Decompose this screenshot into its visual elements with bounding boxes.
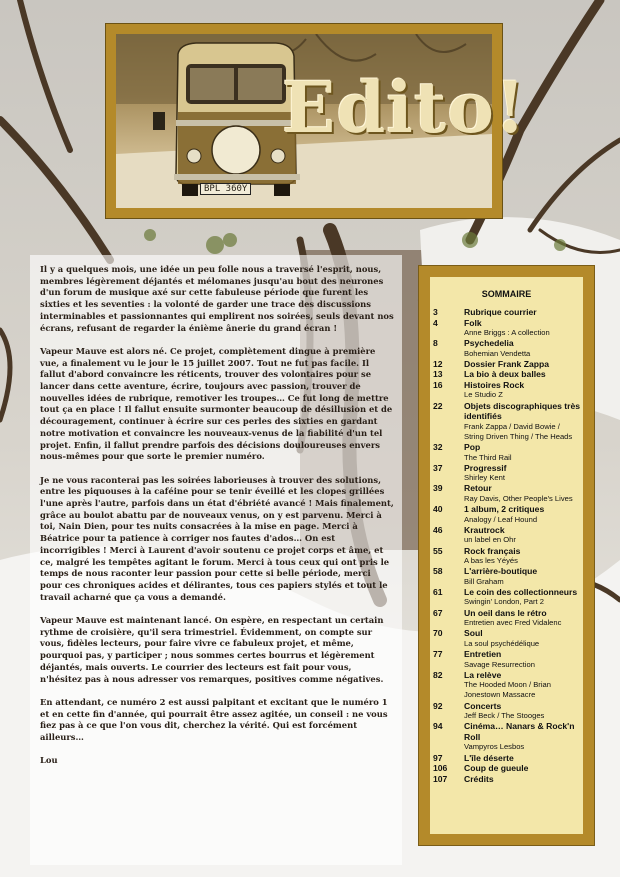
editorial-paragraph: Il y a quelques mois, une idée un peu folle nous a traversé l'esprit, nous, membres légèrement déjantés et mélomanes jusqu'au bout des neurones d'un forum de musique axé sur cette fabuleuse période que furent les sixties et les seventies : la volonté de garder une trace des discussions interminables et passionnantes qui emplirent nos soirées, seuls devant nos écrans, refusant de regarder la énième ânerie du grand écran ! [40, 264, 394, 333]
toc-entry [433, 701, 581, 722]
toc-section-title: Entretien [464, 649, 502, 660]
toc-page-number: 107 [433, 773, 448, 784]
toc-entry-body [464, 670, 581, 701]
toc-entry [433, 463, 581, 484]
toc-section-title: L'arrière-boutique [464, 566, 538, 577]
toc-page-number: 3 [433, 307, 438, 317]
toc-page-number: 106 [433, 763, 448, 774]
toc-entry-body [464, 504, 581, 525]
toc-page-number: 39 [433, 483, 443, 494]
toc-entry-body [464, 369, 581, 380]
toc-section-title: Crédits [464, 773, 494, 784]
toc-page-number: 58 [433, 566, 443, 577]
toc-page-number: 94 [433, 721, 443, 732]
toc-section-title: 1 album, 2 critiques [464, 504, 545, 515]
toc-entry-body [464, 380, 581, 401]
toc-page-number: 92 [433, 700, 443, 711]
toc-section-subtitle: Analogy / Leaf Hound [464, 514, 538, 524]
toc-page-number: 32 [433, 442, 443, 453]
toc-entry [433, 721, 581, 752]
toc-page-number: 12 [433, 358, 443, 369]
toc-entry [433, 628, 581, 649]
toc-section-subtitle: The Third Rail [464, 452, 512, 462]
toc-section-subtitle: La soul psychédélique [464, 638, 540, 648]
toc-section-title: Le coin des collectionneurs [464, 586, 578, 597]
toc-entry [433, 649, 581, 670]
table-of-contents [418, 265, 595, 846]
toc-section-subtitle: Anne Briggs : A collection [464, 328, 550, 337]
editorial-paragraph: Je ne vous raconterai pas les soirées laborieuses à trouver des solutions, entre les piquouses à la caféine pour se tenir éveillé et les clopes grillées l'une après l'autre, parfois dans un état d'ébriété avancé ! Mais finalement, grâce au boulot abattu par de nouveaux venus, on y est parvenu. Merci à toi, Nain Dien, pour tes nuits consacrées à la mise en page. Merci à Béatrice pour ta patience à corriger nos fautes d'ados… On est incorrigibles ! Merci à Laurent d'avoir soutenu ce projet corps et âme, et ce, malgré les tempêtes agitant le forum. Merci à tous ceux qui ont pris le temps de nous raconter leur passion pour cette si belle période, merci pour ces chroniques acides et délirantes, tous ces papiers stylés et tout le travail acharné que ça vous a demandé. [40, 474, 394, 602]
toc-entry-body [464, 483, 581, 504]
toc-section-subtitle: Le Studio Z [464, 390, 503, 400]
toc-entry [433, 380, 581, 401]
toc-entry [433, 566, 581, 587]
header-banner [105, 23, 527, 219]
toc-entry-body [464, 774, 581, 785]
toc-entry-body [464, 401, 581, 442]
toc-section-subtitle: un label en Ohr [464, 535, 516, 545]
toc-entry-body [464, 525, 581, 546]
toc-entry [433, 608, 581, 629]
toc-entry-body [464, 753, 581, 764]
toc-entry [433, 338, 581, 359]
editorial-signature: Lou [40, 755, 58, 766]
toc-entry-body [464, 338, 581, 359]
toc-panel [430, 277, 583, 834]
toc-entry [433, 763, 581, 774]
toc-entry [433, 369, 581, 380]
toc-entry [433, 753, 581, 764]
toc-section-subtitle: The Hooded Moon / Brian Jonestown Massacre [464, 680, 551, 700]
toc-entry-body [464, 701, 581, 722]
toc-entry [433, 774, 581, 785]
toc-entry [433, 546, 581, 567]
toc-entry [433, 318, 581, 339]
toc-entry [433, 442, 581, 463]
toc-section-title: Coup de gueule [464, 763, 529, 774]
toc-section-title: Objets discographiques très identifiés [464, 400, 581, 422]
toc-entry-body [464, 546, 581, 567]
toc-page-number: 4 [433, 317, 438, 328]
toc-page-number: 70 [433, 628, 443, 639]
toc-page-number: 22 [433, 400, 443, 411]
toc-entry [433, 359, 581, 370]
toc-section-title: Rock français [464, 545, 521, 556]
toc-entry-body [464, 359, 581, 370]
toc-section-subtitle: Entretien avec Fred Vidalenc [464, 618, 562, 628]
toc-section-title: Un oeil dans le rétro [464, 607, 547, 618]
toc-section-subtitle: Frank Zappa / David Bowie / String Driven Thing / The Heads [464, 421, 573, 441]
toc-section-title: Progressif [464, 462, 507, 473]
toc-section-title: L'île déserte [464, 752, 514, 763]
toc-section-title: Folk [464, 317, 482, 328]
toc-page-number: 40 [433, 504, 443, 515]
toc-page-number: 77 [433, 649, 443, 660]
toc-entry-body [464, 318, 581, 339]
toc-section-subtitle: Swingin' London, Part 2 [464, 597, 544, 607]
toc-section-title: Dossier Frank Zappa [464, 358, 550, 369]
toc-section-title: Soul [464, 628, 483, 639]
toc-entry-body [464, 566, 581, 587]
toc-section-title: Histoires Rock [464, 379, 525, 390]
toc-page-number: 67 [433, 607, 443, 618]
toc-section-subtitle: Vampyros Lesbos [464, 742, 525, 752]
toc-section-title: Rubrique courrier [464, 307, 537, 317]
toc-section-title: Cinéma… Nanars & Rock'n Roll [464, 721, 575, 742]
toc-section-subtitle: Shirley Kent [464, 473, 505, 483]
toc-section-title: Krautrock [464, 524, 505, 535]
toc-entry [433, 307, 581, 318]
toc-page-number: 13 [433, 369, 443, 380]
toc-section-subtitle: A bas les Yéyés [464, 556, 518, 566]
toc-entry-body [464, 763, 581, 774]
toc-section-subtitle: Bohemian Vendetta [464, 348, 531, 358]
toc-section-subtitle: Ray Davis, Other People's Lives [464, 493, 573, 503]
toc-entry-body [464, 587, 581, 608]
editorial-paragraph: Vapeur Mauve est alors né. Ce projet, complètement dingue à première vue, a finalement vu le jour le 15 juillet 2007. Tout ne fut pas facile. Il fallut d'abord convaincre les réticents, trouver des volontaires pour se lancer dans cette aventure, écrire, toujours avec passion, trouver de nouvelles idées de rubrique, remotiver les troupes… Ce fut long de mettre tout ça en place ! Il fallut ensuite surmonter beaucoup de désillusion et de découragement, continuer à écrire sur ces perles des sixties en gardant notre motivation et convaincre les nouveaux-venus de la fiabilité d'un tel projet. Enfin, il fallut prendre parfois des décisions douloureuses envers nous-mêmes pour que sorte le premier numéro. [40, 345, 393, 462]
toc-entry-body [464, 307, 581, 318]
toc-page-number: 55 [433, 545, 443, 556]
toc-entry-body [464, 463, 581, 484]
toc-entry-body [464, 628, 581, 649]
toc-page-number: 46 [433, 524, 443, 535]
page-title: Edito! [282, 66, 527, 149]
toc-entry-body [464, 608, 581, 629]
toc-section-title: La relève [464, 669, 502, 680]
toc-section-subtitle: Savage Resurrection [464, 659, 535, 669]
toc-entry-body [464, 442, 581, 463]
toc-page-number: 97 [433, 752, 443, 763]
toc-page-number: 82 [433, 669, 443, 680]
toc-entry-body [464, 649, 581, 670]
toc-entry [433, 483, 581, 504]
editorial-paragraph: Vapeur Mauve est maintenant lancé. On espère, en respectant un certain rythme de croisière, qu'il sera trimestriel. Évidemment, on compte sur vous, fidèles lecteurs, pour faire vivre ce fabuleux projet, et même, pourquoi pas, y participer ; nous sommes certes bourrus et légèrement déjantés, mais ouverts. Le courrier des lecteurs est fait pour vous, n'hésitez pas à nous adresser vos remarques, positives comme négatives. [40, 615, 384, 684]
toc-list [433, 307, 581, 784]
editorial-paragraph: En attendant, ce numéro 2 est aussi palpitant et excitant que le numéro 1 et en cette fin d'année, qui pourrait être assez agitée, un conseil : ne vous fiez pas à ce que l'on vous dit, cherchez la vérité. Qui est forcément ailleurs… [40, 696, 388, 743]
toc-section-subtitle: Bill Graham [464, 576, 504, 586]
license-plate: BPL 360Y [200, 183, 251, 195]
toc-section-title: Pop [464, 442, 481, 453]
toc-section-title: La bio à deux balles [464, 369, 546, 380]
toc-section-title: Psychedelia [464, 338, 514, 349]
toc-entry [433, 587, 581, 608]
toc-entry [433, 401, 581, 442]
editorial-text [40, 264, 394, 779]
toc-entry [433, 670, 581, 701]
toc-title: SOMMAIRE [481, 289, 532, 299]
toc-section-title: Concerts [464, 700, 502, 711]
toc-page-number: 16 [433, 379, 443, 390]
toc-section-subtitle: Jeff Beck / The Stooges [464, 711, 545, 721]
toc-section-title: Retour [464, 483, 492, 494]
toc-entry-body [464, 721, 581, 752]
toc-entry [433, 504, 581, 525]
toc-page-number: 61 [433, 586, 443, 597]
toc-page-number: 37 [433, 462, 443, 473]
toc-entry [433, 525, 581, 546]
toc-page-number: 8 [433, 338, 438, 349]
